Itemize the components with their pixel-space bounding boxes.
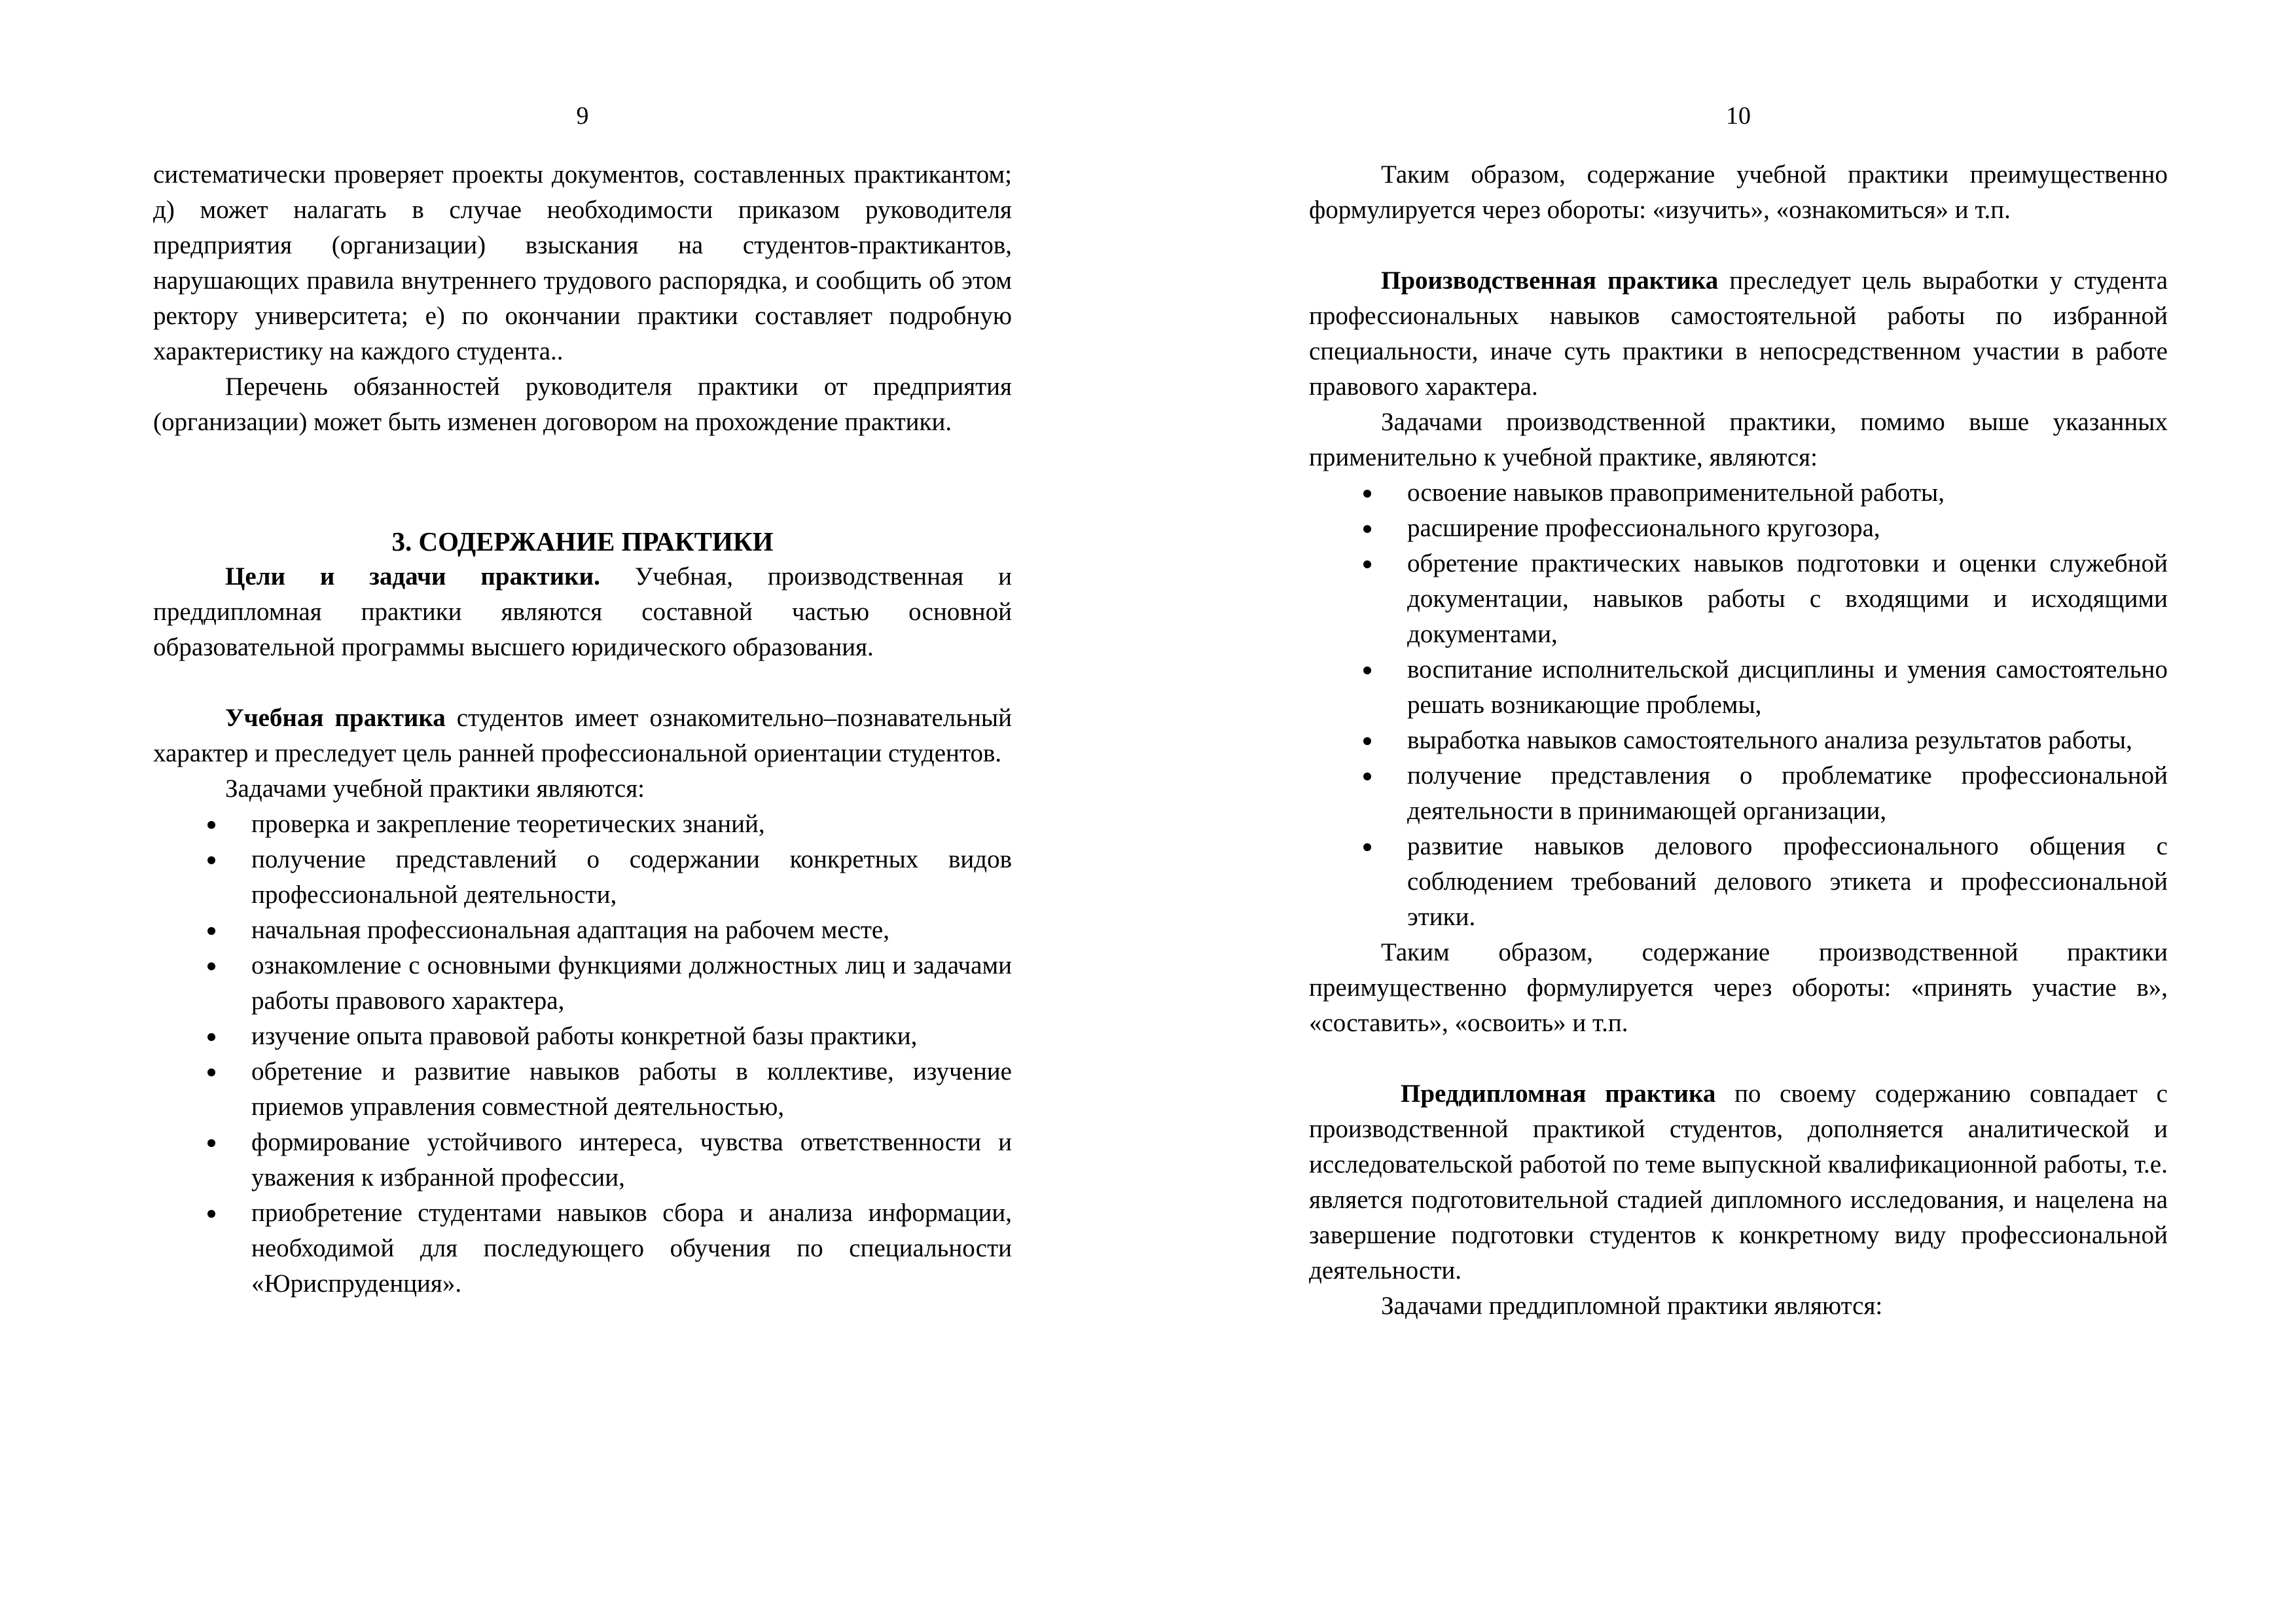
- tasks-intro: Задачами преддипломной практики являются:: [1381, 1292, 1883, 1320]
- bold-term: Цели и задачи практики.: [225, 562, 600, 591]
- page-body: [153, 157, 1012, 1302]
- list-item: приобретение студентами навыков сбора и анализа информации, необходимой для последующего обучения по специальности «Юриспруденция».: [153, 1195, 1012, 1302]
- paragraph-production: Производственная практика преследует цель выработки у студента профессиональных навыков самостоятельной работы по избранной специальности, иначе суть практики в непосредственном участии в работе правового характера.: [1309, 266, 2168, 401]
- page-number: 9: [576, 102, 589, 130]
- paragraph: Таким образом, содержание производственной практики преимущественно формулируется через обороты: «принять участие в», «составить», «освоить» и т.п.: [1309, 938, 2168, 1037]
- list-item: получение представления о проблематике профессиональной деятельности в принимающей организации,: [1309, 758, 2168, 829]
- list-item: обретение практических навыков подготовки и оценки служебной документации, навыков работы с входящими и исходящими документами,: [1309, 546, 2168, 652]
- list-item: формирование устойчивого интереса, чувства ответственности и уважения к избранной профессии,: [153, 1125, 1012, 1195]
- task-list: [153, 807, 1012, 1302]
- bold-term: Производственная практика: [1381, 266, 1719, 295]
- paragraph: Перечень обязанностей руководителя практики от предприятия (организации) может быть изменен договором на прохождение практики.: [153, 373, 1012, 436]
- tasks-intro: Задачами учебной практики являются:: [225, 775, 645, 803]
- right-page: [1309, 0, 2168, 1623]
- section-title: 3. СОДЕРЖАНИЕ ПРАКТИКИ: [391, 526, 774, 556]
- list-item: начальная профессиональная адаптация на рабочем месте,: [153, 913, 1012, 948]
- paragraph: систематически проверяет проекты документов, составленных практикантом; д) может налагать в случае необходимости приказом руководителя предприятия (организации) взыскания на студентов-практикантов, нарушающих правила внутреннего трудового распорядка, и сообщить об этом ректору университета; е) по окончании практики составляет подробную характеристику на каждого студента..: [153, 160, 1012, 365]
- list-item: воспитание исполнительской дисциплины и умения самостоятельно решать возникающие проблемы,: [1309, 652, 2168, 723]
- paragraph-goals: Цели и задачи практики. Учебная, производственная и преддипломная практики являются составной частью основной образовательной программы высшего юридического образования.: [153, 562, 1012, 661]
- list-item: развитие навыков делового профессионального общения с соблюдением требований делового этикета и профессиональной этики.: [1309, 829, 2168, 935]
- left-page: [153, 0, 1012, 1623]
- list-item: получение представлений о содержании конкретных видов профессиональной деятельности,: [153, 842, 1012, 913]
- paragraph-educational: Учебная практика студентов имеет ознакомительно–познавательный характер и преследует цель ранней профессиональной ориентации студентов.: [153, 704, 1012, 767]
- page-body: [1309, 157, 2168, 1324]
- paragraph-prediploma: Преддипломная практика по своему содержанию совпадает с производственной практикой студентов, дополняется аналитической и исследовательской работой по теме выпускной квалификационной работы, т.е. является подготовительной стадией дипломного исследования, и нацелена на завершение подготовки студентов к конкретному виду профессиональной деятельности.: [1309, 1080, 2168, 1285]
- bold-term: Учебная практика: [225, 704, 446, 732]
- task-list: [1309, 475, 2168, 935]
- list-item: ознакомление с основными функциями должностных лиц и задачами работы правового характера,: [153, 948, 1012, 1019]
- tasks-intro: Задачами производственной практики, помимо выше указанных применительно к учебной практике, являются:: [1309, 408, 2168, 471]
- list-item: изучение опыта правовой работы конкретной базы практики,: [153, 1019, 1012, 1054]
- list-item: освоение навыков правоприменительной работы,: [1309, 475, 2168, 511]
- paragraph: Таким образом, содержание учебной практики преимущественно формулируется через обороты: «изучить», «ознакомиться» и т.п.: [1309, 160, 2168, 224]
- list-item: выработка навыков самостоятельного анализа результатов работы,: [1309, 723, 2168, 758]
- list-item: обретение и развитие навыков работы в коллективе, изучение приемов управления совместной деятельностью,: [153, 1054, 1012, 1125]
- list-item: проверка и закрепление теоретических знаний,: [153, 807, 1012, 842]
- bold-term: Преддипломная практика: [1401, 1080, 1716, 1108]
- page-number: 10: [1726, 102, 1751, 130]
- list-item: расширение профессионального кругозора,: [1309, 511, 2168, 546]
